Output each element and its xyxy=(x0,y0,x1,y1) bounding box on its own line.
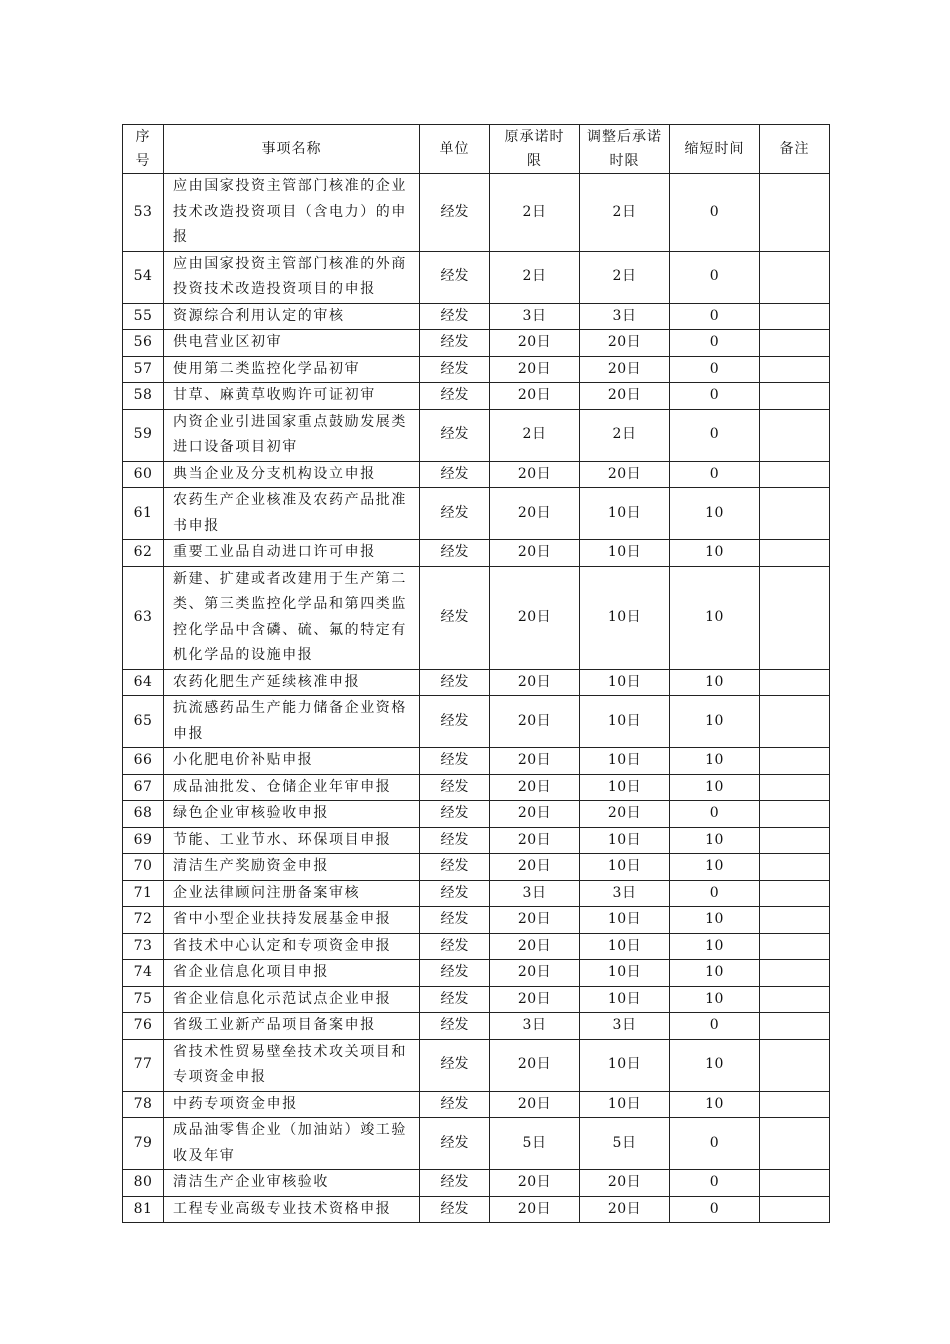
row-item-name: 新建、扩建或者改建用于生产第二类、第三类监控化学品和第四类监控化学品中含磷、硫、氟的特定有机化学品的设施申报 xyxy=(164,566,420,669)
row-adjusted-limit: 10日 xyxy=(580,488,670,540)
row-shortened-time: 10 xyxy=(670,1039,760,1091)
row-remarks xyxy=(760,774,830,801)
row-unit: 经发 xyxy=(420,774,490,801)
row-shortened-time: 0 xyxy=(670,174,760,252)
table-row xyxy=(123,907,830,934)
row-item-name: 清洁生产奖励资金申报 xyxy=(164,854,420,881)
row-adjusted-limit: 20日 xyxy=(580,330,670,357)
row-adjusted-limit: 10日 xyxy=(580,933,670,960)
row-seq: 67 xyxy=(123,774,164,801)
row-shortened-time: 0 xyxy=(670,880,760,907)
row-unit: 经发 xyxy=(420,1170,490,1197)
row-remarks xyxy=(760,933,830,960)
row-shortened-time: 10 xyxy=(670,669,760,696)
table-row xyxy=(123,880,830,907)
table-row xyxy=(123,461,830,488)
table-row xyxy=(123,801,830,828)
row-adjusted-limit: 3日 xyxy=(580,1013,670,1040)
table-row xyxy=(123,933,830,960)
row-adjusted-limit: 20日 xyxy=(580,383,670,410)
table-row xyxy=(123,960,830,987)
table-row xyxy=(123,827,830,854)
row-seq: 62 xyxy=(123,540,164,567)
row-item-name: 成品油零售企业（加油站）竣工验收及年审 xyxy=(164,1118,420,1170)
row-adjusted-limit: 3日 xyxy=(580,880,670,907)
row-shortened-time: 0 xyxy=(670,1118,760,1170)
row-remarks xyxy=(760,1196,830,1223)
row-remarks xyxy=(760,409,830,461)
row-item-name: 省中小型企业扶持发展基金申报 xyxy=(164,907,420,934)
row-seq: 68 xyxy=(123,801,164,828)
row-original-limit: 20日 xyxy=(490,488,580,540)
row-item-name: 清洁生产企业审核验收 xyxy=(164,1170,420,1197)
row-adjusted-limit: 2日 xyxy=(580,409,670,461)
row-seq: 72 xyxy=(123,907,164,934)
table-row xyxy=(123,303,830,330)
row-original-limit: 20日 xyxy=(490,774,580,801)
row-original-limit: 3日 xyxy=(490,1013,580,1040)
row-shortened-time: 0 xyxy=(670,303,760,330)
table-row xyxy=(123,356,830,383)
table-row xyxy=(123,1039,830,1091)
row-item-name: 省技术中心认定和专项资金申报 xyxy=(164,933,420,960)
row-seq: 73 xyxy=(123,933,164,960)
row-unit: 经发 xyxy=(420,356,490,383)
row-item-name: 省技术性贸易壁垒技术攻关项目和专项资金申报 xyxy=(164,1039,420,1091)
row-unit: 经发 xyxy=(420,566,490,669)
row-item-name: 资源综合利用认定的审核 xyxy=(164,303,420,330)
header-shortened-time: 缩短时间 xyxy=(670,125,760,174)
row-remarks xyxy=(760,488,830,540)
row-unit: 经发 xyxy=(420,669,490,696)
row-seq: 64 xyxy=(123,669,164,696)
row-original-limit: 20日 xyxy=(490,1091,580,1118)
table-row xyxy=(123,409,830,461)
row-shortened-time: 10 xyxy=(670,986,760,1013)
row-original-limit: 20日 xyxy=(490,1196,580,1223)
row-adjusted-limit: 20日 xyxy=(580,356,670,383)
table-row xyxy=(123,540,830,567)
row-remarks xyxy=(760,1091,830,1118)
table-row xyxy=(123,748,830,775)
row-item-name: 省级工业新产品项目备案申报 xyxy=(164,1013,420,1040)
row-item-name: 中药专项资金申报 xyxy=(164,1091,420,1118)
row-unit: 经发 xyxy=(420,540,490,567)
row-unit: 经发 xyxy=(420,748,490,775)
row-unit: 经发 xyxy=(420,880,490,907)
row-original-limit: 20日 xyxy=(490,907,580,934)
row-original-limit: 20日 xyxy=(490,356,580,383)
header-unit: 单位 xyxy=(420,125,490,174)
row-unit: 经发 xyxy=(420,854,490,881)
table-row xyxy=(123,1091,830,1118)
row-item-name: 内资企业引进国家重点鼓励发展类进口设备项目初审 xyxy=(164,409,420,461)
row-item-name: 工程专业高级专业技术资格申报 xyxy=(164,1196,420,1223)
row-item-name: 农药化肥生产延续核准申报 xyxy=(164,669,420,696)
row-unit: 经发 xyxy=(420,383,490,410)
row-shortened-time: 10 xyxy=(670,1091,760,1118)
row-adjusted-limit: 10日 xyxy=(580,827,670,854)
row-remarks xyxy=(760,330,830,357)
row-shortened-time: 0 xyxy=(670,1196,760,1223)
row-seq: 76 xyxy=(123,1013,164,1040)
table-row xyxy=(123,488,830,540)
row-remarks xyxy=(760,880,830,907)
row-original-limit: 5日 xyxy=(490,1118,580,1170)
row-shortened-time: 10 xyxy=(670,933,760,960)
row-seq: 81 xyxy=(123,1196,164,1223)
row-seq: 60 xyxy=(123,461,164,488)
row-adjusted-limit: 20日 xyxy=(580,801,670,828)
row-remarks xyxy=(760,303,830,330)
row-seq: 65 xyxy=(123,696,164,748)
row-remarks xyxy=(760,566,830,669)
row-remarks xyxy=(760,907,830,934)
row-remarks xyxy=(760,1170,830,1197)
row-item-name: 重要工业品自动进口许可申报 xyxy=(164,540,420,567)
row-shortened-time: 0 xyxy=(670,461,760,488)
header-remarks: 备注 xyxy=(760,125,830,174)
row-original-limit: 20日 xyxy=(490,1170,580,1197)
row-original-limit: 20日 xyxy=(490,748,580,775)
row-unit: 经发 xyxy=(420,251,490,303)
row-original-limit: 20日 xyxy=(490,960,580,987)
row-adjusted-limit: 20日 xyxy=(580,1196,670,1223)
row-seq: 66 xyxy=(123,748,164,775)
row-item-name: 使用第二类监控化学品初审 xyxy=(164,356,420,383)
row-adjusted-limit: 10日 xyxy=(580,774,670,801)
row-original-limit: 20日 xyxy=(490,986,580,1013)
row-adjusted-limit: 10日 xyxy=(580,854,670,881)
row-remarks xyxy=(760,356,830,383)
row-remarks xyxy=(760,1013,830,1040)
row-seq: 63 xyxy=(123,566,164,669)
row-remarks xyxy=(760,669,830,696)
table-row xyxy=(123,1013,830,1040)
row-adjusted-limit: 10日 xyxy=(580,696,670,748)
row-shortened-time: 0 xyxy=(670,330,760,357)
header-seq: 序号 xyxy=(123,125,164,174)
row-original-limit: 20日 xyxy=(490,933,580,960)
table-row xyxy=(123,1118,830,1170)
row-adjusted-limit: 10日 xyxy=(580,1091,670,1118)
header-name: 事项名称 xyxy=(164,125,420,174)
row-adjusted-limit: 2日 xyxy=(580,174,670,252)
row-item-name: 企业法律顾问注册备案审核 xyxy=(164,880,420,907)
table-row xyxy=(123,774,830,801)
row-original-limit: 3日 xyxy=(490,880,580,907)
row-original-limit: 20日 xyxy=(490,669,580,696)
table-row xyxy=(123,1170,830,1197)
row-item-name: 小化肥电价补贴申报 xyxy=(164,748,420,775)
row-original-limit: 20日 xyxy=(490,461,580,488)
row-seq: 54 xyxy=(123,251,164,303)
row-seq: 74 xyxy=(123,960,164,987)
row-seq: 58 xyxy=(123,383,164,410)
table-row xyxy=(123,669,830,696)
row-seq: 61 xyxy=(123,488,164,540)
row-unit: 经发 xyxy=(420,933,490,960)
row-remarks xyxy=(760,854,830,881)
row-seq: 69 xyxy=(123,827,164,854)
row-shortened-time: 10 xyxy=(670,827,760,854)
row-adjusted-limit: 10日 xyxy=(580,960,670,987)
row-shortened-time: 10 xyxy=(670,540,760,567)
row-seq: 59 xyxy=(123,409,164,461)
row-item-name: 抗流感药品生产能力储备企业资格申报 xyxy=(164,696,420,748)
row-item-name: 应由国家投资主管部门核准的外商投资技术改造投资项目的申报 xyxy=(164,251,420,303)
row-original-limit: 20日 xyxy=(490,566,580,669)
table-row xyxy=(123,696,830,748)
row-original-limit: 2日 xyxy=(490,251,580,303)
table-row xyxy=(123,1196,830,1223)
row-seq: 56 xyxy=(123,330,164,357)
table-header-row xyxy=(123,125,830,174)
row-shortened-time: 10 xyxy=(670,696,760,748)
row-unit: 经发 xyxy=(420,1196,490,1223)
row-original-limit: 20日 xyxy=(490,696,580,748)
row-remarks xyxy=(760,1118,830,1170)
row-shortened-time: 0 xyxy=(670,1170,760,1197)
row-unit: 经发 xyxy=(420,827,490,854)
row-adjusted-limit: 5日 xyxy=(580,1118,670,1170)
row-unit: 经发 xyxy=(420,1118,490,1170)
approval-time-limit-table xyxy=(122,124,830,1223)
table-row xyxy=(123,854,830,881)
row-adjusted-limit: 20日 xyxy=(580,461,670,488)
row-unit: 经发 xyxy=(420,1091,490,1118)
row-remarks xyxy=(760,986,830,1013)
row-adjusted-limit: 20日 xyxy=(580,1170,670,1197)
row-seq: 77 xyxy=(123,1039,164,1091)
row-original-limit: 20日 xyxy=(490,540,580,567)
row-item-name: 省企业信息化示范试点企业申报 xyxy=(164,986,420,1013)
row-remarks xyxy=(760,1039,830,1091)
row-item-name: 农药生产企业核准及农药产品批准书申报 xyxy=(164,488,420,540)
table-row xyxy=(123,174,830,252)
row-unit: 经发 xyxy=(420,960,490,987)
row-seq: 78 xyxy=(123,1091,164,1118)
row-shortened-time: 10 xyxy=(670,907,760,934)
row-original-limit: 3日 xyxy=(490,303,580,330)
row-remarks xyxy=(760,696,830,748)
row-item-name: 供电营业区初审 xyxy=(164,330,420,357)
row-original-limit: 20日 xyxy=(490,1039,580,1091)
table-row xyxy=(123,383,830,410)
row-remarks xyxy=(760,827,830,854)
row-adjusted-limit: 10日 xyxy=(580,986,670,1013)
row-unit: 经发 xyxy=(420,1013,490,1040)
row-seq: 55 xyxy=(123,303,164,330)
row-remarks xyxy=(760,960,830,987)
row-seq: 53 xyxy=(123,174,164,252)
header-original-limit: 原承诺时限 xyxy=(490,125,580,174)
row-item-name: 甘草、麻黄草收购许可证初审 xyxy=(164,383,420,410)
table-body xyxy=(123,174,830,1223)
row-unit: 经发 xyxy=(420,461,490,488)
row-item-name: 典当企业及分支机构设立申报 xyxy=(164,461,420,488)
row-original-limit: 20日 xyxy=(490,330,580,357)
table-row xyxy=(123,566,830,669)
row-seq: 71 xyxy=(123,880,164,907)
row-seq: 75 xyxy=(123,986,164,1013)
row-seq: 79 xyxy=(123,1118,164,1170)
row-adjusted-limit: 10日 xyxy=(580,669,670,696)
row-item-name: 应由国家投资主管部门核准的企业技术改造投资项目（含电力）的申报 xyxy=(164,174,420,252)
row-original-limit: 20日 xyxy=(490,801,580,828)
row-unit: 经发 xyxy=(420,696,490,748)
row-unit: 经发 xyxy=(420,907,490,934)
row-adjusted-limit: 10日 xyxy=(580,1039,670,1091)
row-adjusted-limit: 10日 xyxy=(580,540,670,567)
row-seq: 70 xyxy=(123,854,164,881)
row-remarks xyxy=(760,251,830,303)
row-original-limit: 20日 xyxy=(490,827,580,854)
row-unit: 经发 xyxy=(420,1039,490,1091)
row-item-name: 省企业信息化项目申报 xyxy=(164,960,420,987)
row-item-name: 成品油批发、仓储企业年审申报 xyxy=(164,774,420,801)
row-remarks xyxy=(760,174,830,252)
row-remarks xyxy=(760,801,830,828)
table-row xyxy=(123,251,830,303)
row-shortened-time: 10 xyxy=(670,488,760,540)
row-shortened-time: 0 xyxy=(670,356,760,383)
row-original-limit: 2日 xyxy=(490,174,580,252)
row-item-name: 绿色企业审核验收申报 xyxy=(164,801,420,828)
row-unit: 经发 xyxy=(420,488,490,540)
row-unit: 经发 xyxy=(420,409,490,461)
row-adjusted-limit: 10日 xyxy=(580,748,670,775)
row-shortened-time: 10 xyxy=(670,748,760,775)
row-original-limit: 20日 xyxy=(490,383,580,410)
row-shortened-time: 0 xyxy=(670,1013,760,1040)
row-shortened-time: 0 xyxy=(670,383,760,410)
row-shortened-time: 10 xyxy=(670,960,760,987)
row-unit: 经发 xyxy=(420,986,490,1013)
row-shortened-time: 0 xyxy=(670,801,760,828)
row-adjusted-limit: 2日 xyxy=(580,251,670,303)
row-remarks xyxy=(760,383,830,410)
row-adjusted-limit: 3日 xyxy=(580,303,670,330)
row-adjusted-limit: 10日 xyxy=(580,566,670,669)
row-shortened-time: 10 xyxy=(670,566,760,669)
row-remarks xyxy=(760,461,830,488)
row-unit: 经发 xyxy=(420,801,490,828)
row-shortened-time: 0 xyxy=(670,409,760,461)
row-shortened-time: 10 xyxy=(670,854,760,881)
header-adjusted-limit: 调整后承诺时限 xyxy=(580,125,670,174)
row-original-limit: 2日 xyxy=(490,409,580,461)
row-shortened-time: 10 xyxy=(670,774,760,801)
row-item-name: 节能、工业节水、环保项目申报 xyxy=(164,827,420,854)
row-shortened-time: 0 xyxy=(670,251,760,303)
row-original-limit: 20日 xyxy=(490,854,580,881)
row-seq: 57 xyxy=(123,356,164,383)
row-remarks xyxy=(760,540,830,567)
row-adjusted-limit: 10日 xyxy=(580,907,670,934)
table-row xyxy=(123,986,830,1013)
row-unit: 经发 xyxy=(420,174,490,252)
row-unit: 经发 xyxy=(420,330,490,357)
row-remarks xyxy=(760,748,830,775)
table-row xyxy=(123,330,830,357)
row-unit: 经发 xyxy=(420,303,490,330)
row-seq: 80 xyxy=(123,1170,164,1197)
